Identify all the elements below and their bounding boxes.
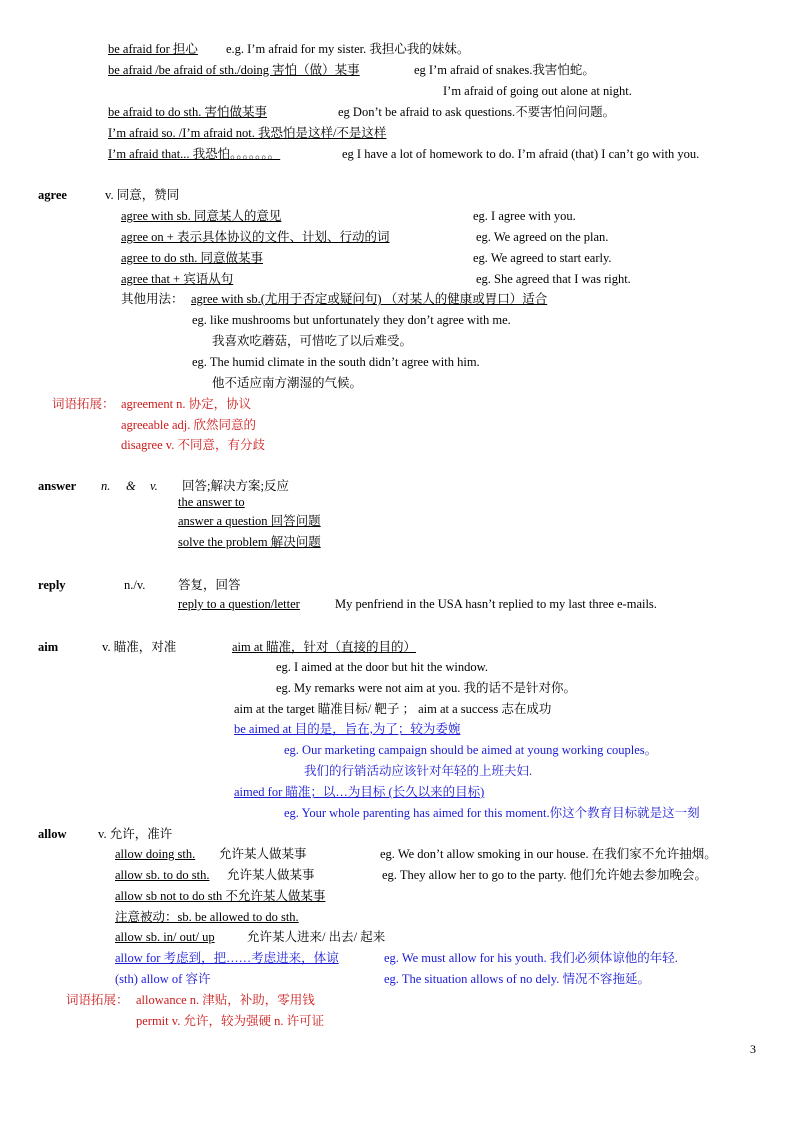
answer-phrase-3: solve the problem 解决问题 bbox=[178, 535, 321, 549]
aim-pos: v. 瞄准，对准 bbox=[102, 640, 177, 654]
allow-not-to-do: allow sb not to do sth 不允许某人做某事 bbox=[115, 889, 326, 903]
allow-sb-to-do: allow sb. to do sth. bbox=[115, 868, 210, 882]
agree-eg-1-cn: 我喜欢吃蘑菇，可惜吃了以后难受。 bbox=[212, 334, 413, 348]
headword-answer: answer bbox=[38, 479, 77, 493]
allow-doing-eg: eg. We don’t allow smoking in our house. 在我们家不允许抽烟。 bbox=[380, 847, 717, 861]
aim-phrases: aim at the target 瞄准目标/ 靶子 ； aim at a success 志在成功 bbox=[234, 702, 552, 716]
example-afraid-for: e.g. I’m afraid for my sister. 我担心我的妹妹。 bbox=[226, 42, 470, 56]
allow-ext-1: allowance n. 津贴，补助，零用钱 bbox=[136, 993, 315, 1007]
allow-doing: allow doing sth. bbox=[115, 847, 196, 861]
agree-other-label: 其他用法： bbox=[121, 292, 184, 306]
be-aimed-at: be aimed at 目的是，旨在,为了；较为委婉 bbox=[234, 722, 461, 736]
agree-that: agree that + 宾语从句 bbox=[121, 272, 234, 286]
agree-eg-2: eg. The humid climate in the south didn’t agree with him. bbox=[192, 355, 480, 369]
agree-pos: v. 同意，赞同 bbox=[105, 188, 180, 202]
allow-in-out-up-cn: 允许某人进来/ 出去/ 起来 bbox=[247, 930, 386, 944]
aim-eg-3-cn: 我们的行销活动应该针对年轻的上班夫妇. bbox=[304, 764, 533, 778]
answer-phrase-2: answer a question 回答问题 bbox=[178, 514, 321, 528]
phrase-afraid-of: be afraid /be afraid of sth./doing 害怕（做）某事 bbox=[108, 63, 360, 77]
agree-with-eg: eg. I agree with you. bbox=[473, 209, 576, 223]
agree-eg-2-cn: 他不适应南方潮湿的气候。 bbox=[212, 376, 363, 390]
allow-pos: v. 允许，准许 bbox=[98, 827, 173, 841]
agree-to: agree to do sth. 同意做某事 bbox=[121, 251, 263, 265]
reply-example: My penfriend in the USA hasn’t replied to my last three e-mails. bbox=[335, 597, 657, 611]
aim-eg-3: eg. Our marketing campaign should be aimed at young working couples。 bbox=[284, 743, 658, 757]
page-number: 3 bbox=[750, 1042, 756, 1056]
example-afraid-of: eg I’m afraid of snakes.我害怕蛇。 bbox=[414, 63, 595, 77]
reply-pos: n./v. bbox=[124, 578, 146, 592]
allow-sb-to-do-cn: 允许某人做某事 bbox=[227, 868, 315, 882]
agree-other-usage: agree with sb.(尤用于否定或疑问句) （对某人的健康或胃口）适合 bbox=[191, 292, 548, 306]
aimed-for: aimed for 瞄准；以…为目标 (长久以来的目标) bbox=[234, 785, 485, 799]
allow-doing-cn: 允许某人做某事 bbox=[219, 847, 307, 861]
aim-eg-2: eg. My remarks were not aim at you. 我的话不是针对你。 bbox=[276, 681, 576, 695]
phrase-afraid-that: I’m afraid that... 我恐怕。。。。。。。 bbox=[108, 147, 281, 161]
allow-for: allow for 考虑到，把……考虑进来，体谅 bbox=[115, 951, 339, 965]
aim-eg-4: eg. Your whole parenting has aimed for this moment.你这个教育目标就是这一刻 bbox=[284, 806, 700, 820]
agree-to-eg: eg. We agreed to start early. bbox=[473, 251, 612, 265]
allow-in-out-up: allow sb. in/ out/ up bbox=[115, 930, 215, 944]
allow-for-eg: eg. We must allow for his youth. 我们必须体谅他的年轻. bbox=[384, 951, 678, 965]
phrase-afraid-to: be afraid to do sth. 害怕做某事 bbox=[108, 105, 268, 119]
allow-extension-label: 词语拓展： bbox=[66, 993, 129, 1007]
agree-on: agree on + 表示具体协议的文件、计划、行动的词 bbox=[121, 230, 390, 244]
answer-pos-v: v. bbox=[150, 479, 158, 493]
example-afraid-of-2: I’m afraid of going out alone at night. bbox=[443, 84, 632, 98]
allow-passive: 注意被动：sb. be allowed to do sth. bbox=[115, 910, 299, 924]
allow-ext-2: permit v. 允许，较为强硬 n. 许可证 bbox=[136, 1014, 325, 1028]
answer-phrase-1: the answer to bbox=[178, 495, 245, 509]
headword-reply: reply bbox=[38, 578, 66, 592]
headword-allow: allow bbox=[38, 827, 67, 841]
allow-of-eg: eg. The situation allows of no dely. 情况不容拖延。 bbox=[384, 972, 650, 986]
reply-meaning: 答复，回答 bbox=[178, 578, 241, 592]
aim-eg-1: eg. I aimed at the door but hit the window. bbox=[276, 660, 488, 674]
answer-pos-n: n. bbox=[101, 479, 111, 493]
allow-of: (sth) allow of 容许 bbox=[115, 972, 211, 986]
agree-on-eg: eg. We agreed on the plan. bbox=[476, 230, 609, 244]
agree-extension-label: 词语拓展： bbox=[52, 397, 115, 411]
agree-with: agree with sb. 同意某人的意见 bbox=[121, 209, 282, 223]
agree-ext-1: agreement n. 协定，协议 bbox=[121, 397, 252, 411]
phrase-afraid-so: I’m afraid so. /I’m afraid not. 我恐怕是这样/不是这样 bbox=[108, 126, 387, 140]
answer-meaning: 回答;解决方案;反应 bbox=[182, 479, 289, 493]
phrase-afraid-for: be afraid for 担心 bbox=[108, 42, 198, 56]
example-afraid-to: eg Don’t be afraid to ask questions.不要害怕问问题。 bbox=[338, 105, 616, 119]
agree-that-eg: eg. She agreed that I was right. bbox=[476, 272, 631, 286]
agree-ext-3: disagree v. 不同意，有分歧 bbox=[121, 438, 265, 452]
headword-aim: aim bbox=[38, 640, 59, 654]
agree-ext-2: agreeable adj. 欣然同意的 bbox=[121, 418, 257, 432]
headword-agree: agree bbox=[38, 188, 67, 202]
agree-eg-1: eg. like mushrooms but unfortunately they don’t agree with me. bbox=[192, 313, 511, 327]
allow-sb-to-do-eg: eg. They allow her to go to the party. 他们允许她去参加晚会。 bbox=[382, 868, 707, 882]
aim-at: aim at 瞄准，针对（直接的目的） bbox=[232, 640, 417, 654]
example-afraid-that: eg I have a lot of homework to do. I’m afraid (that) I can’t go with you. bbox=[342, 147, 700, 161]
reply-phrase: reply to a question/letter bbox=[178, 597, 300, 611]
answer-amp: & bbox=[126, 479, 136, 493]
